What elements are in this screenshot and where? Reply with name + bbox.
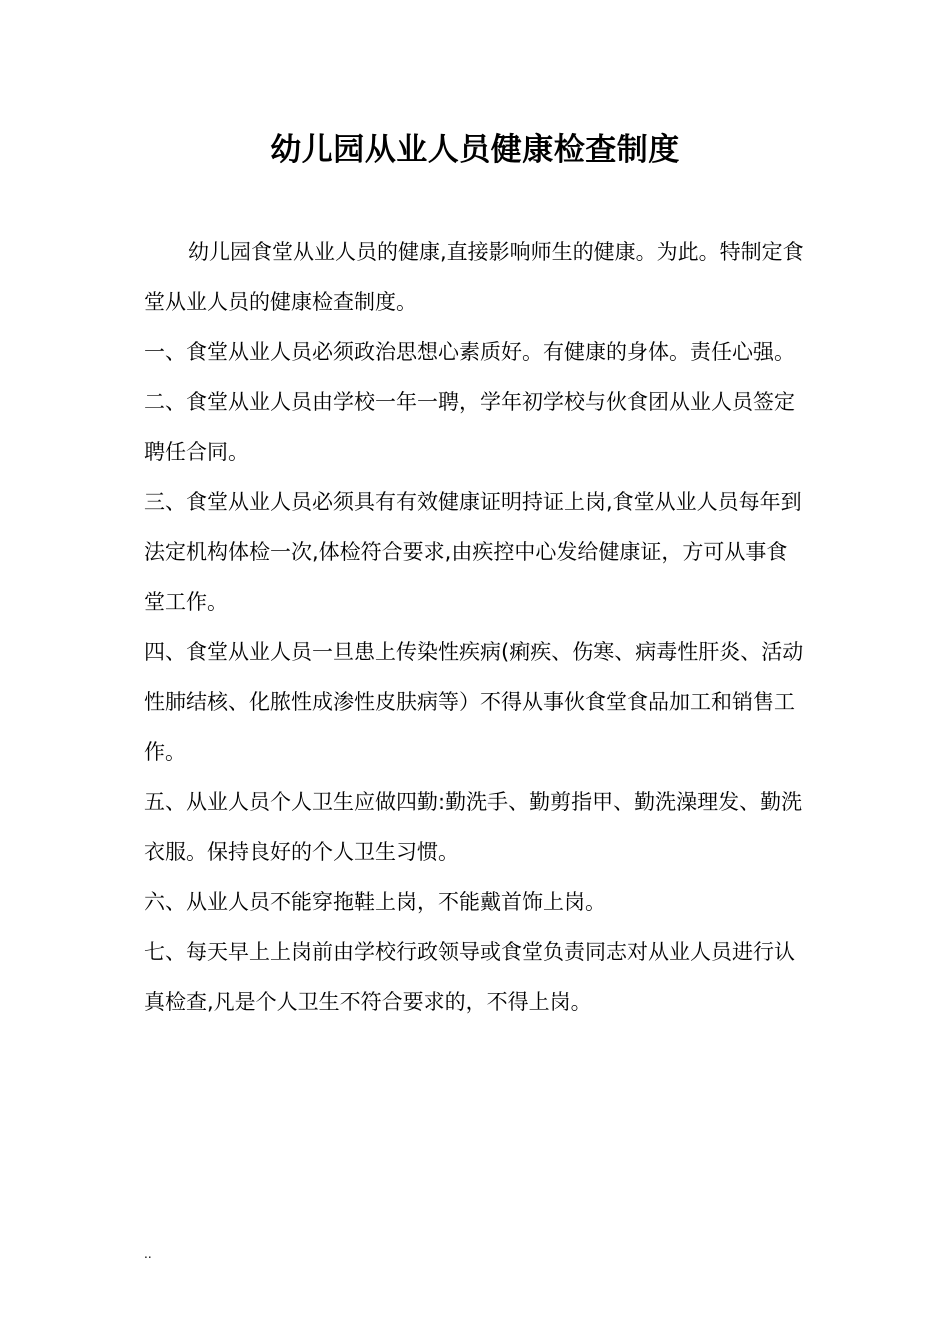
- document-body: [144, 227, 808, 1027]
- footer-mark: ..: [144, 1247, 152, 1261]
- rule-item-5: 五、从业人员个人卫生应做四勤:勤洗手、勤剪指甲、勤洗澡理发、勤洗衣服。保持良好的个人卫生习惯。: [144, 790, 803, 864]
- intro-paragraph: 幼儿园食堂从业人员的健康,直接影响师生的健康。为此。特制定食堂从业人员的健康检查制度。: [144, 240, 804, 314]
- rule-item-4: 四、食堂从业人员一旦患上传染性疾病(痢疾、伤寒、病毒性肝炎、活动性肺结核、化脓性成渗性皮肤病等）不得从事伙食堂食品加工和销售工作。: [144, 640, 804, 764]
- rule-item-2: 二、食堂从业人员由学校一年一聘，学年初学校与伙食团从业人员签定聘任合同。: [144, 390, 795, 464]
- rule-item-3: 三、食堂从业人员必须具有有效健康证明持证上岗,食堂从业人员每年到法定机构体检一次,体检符合要求,由疾控中心发给健康证，方可从事食堂工作。: [144, 490, 802, 614]
- rule-item-7: 七、每天早上上岗前由学校行政领导或食堂负责同志对从业人员进行认真检查,凡是个人卫生不符合要求的，不得上岗。: [144, 940, 795, 1014]
- rule-item-1: 一、食堂从业人员必须政治思想心素质好。有健康的身体。责任心强。: [144, 340, 795, 364]
- rule-item-6: 六、从业人员不能穿拖鞋上岗，不能戴首饰上岗。: [144, 890, 606, 914]
- document-title: 幼儿园从业人员健康检查制度: [270, 132, 680, 168]
